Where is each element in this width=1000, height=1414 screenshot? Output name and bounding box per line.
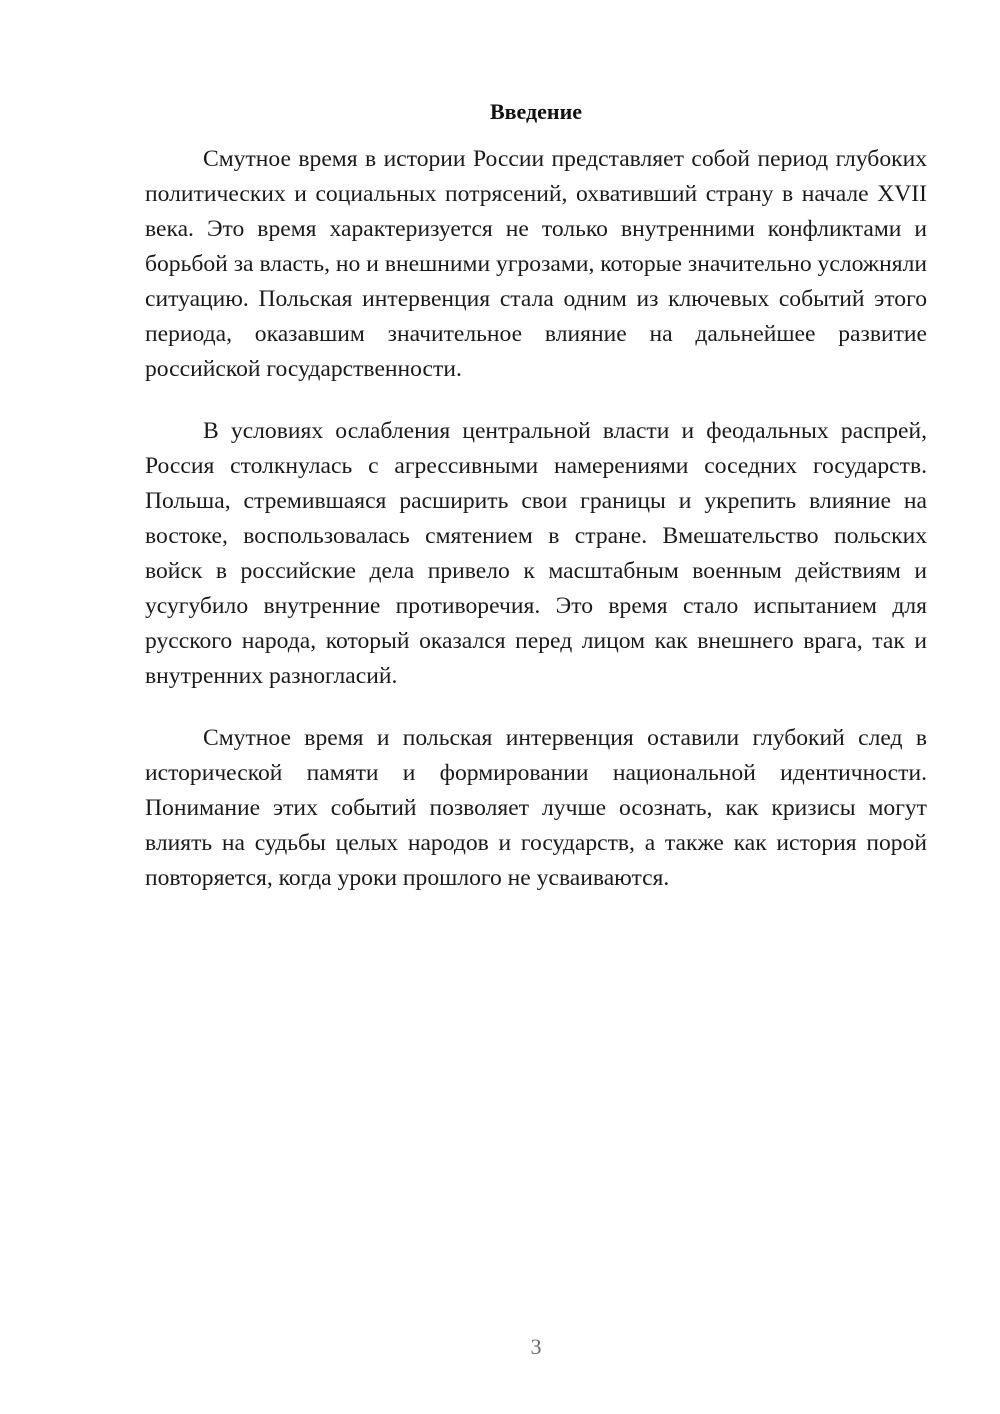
body-text [145, 142, 927, 923]
section-heading: Введение [489, 99, 583, 124]
paragraph-1: Смутное время в истории России представляет собой период глубоких политических и социальных потрясений, охвативший страну в начале XVII века. Это время характеризуется не только внутренними конфликтами и борьбой за власть, но и внешними угрозами, которые значительно усложняли ситуацию. Польская интервенция стала одним из ключевых событий этого периода, оказавшим значительное влияние на дальнейшее развитие российской государственности. [145, 146, 927, 382]
paragraph-2: В условиях ослабления центральной власти и феодальных распрей, Россия столкнулась с агрессивными намерениями соседних государств. Польша, стремившаяся расширить свои границы и укрепить влияние на востоке, воспользовалась смятением в стране. Вмешательство польских войск в российские дела привело к масштабным военным действиям и усугубило внутренние противоречия. Это время стало испытанием для русского народа, который оказался перед лицом как внешнего врага, так и внутренних разногласий. [145, 418, 927, 689]
page-number: 3 [530, 1334, 542, 1359]
paragraph-3: Смутное время и польская интервенция оставили глубокий след в исторической памяти и формировании национальной идентичности. Понимание этих событий позволяет лучше осознать, как кризисы могут влиять на судьбы целых народов и государств, а также как история порой повторяется, когда уроки прошлого не усваиваются. [145, 725, 927, 891]
